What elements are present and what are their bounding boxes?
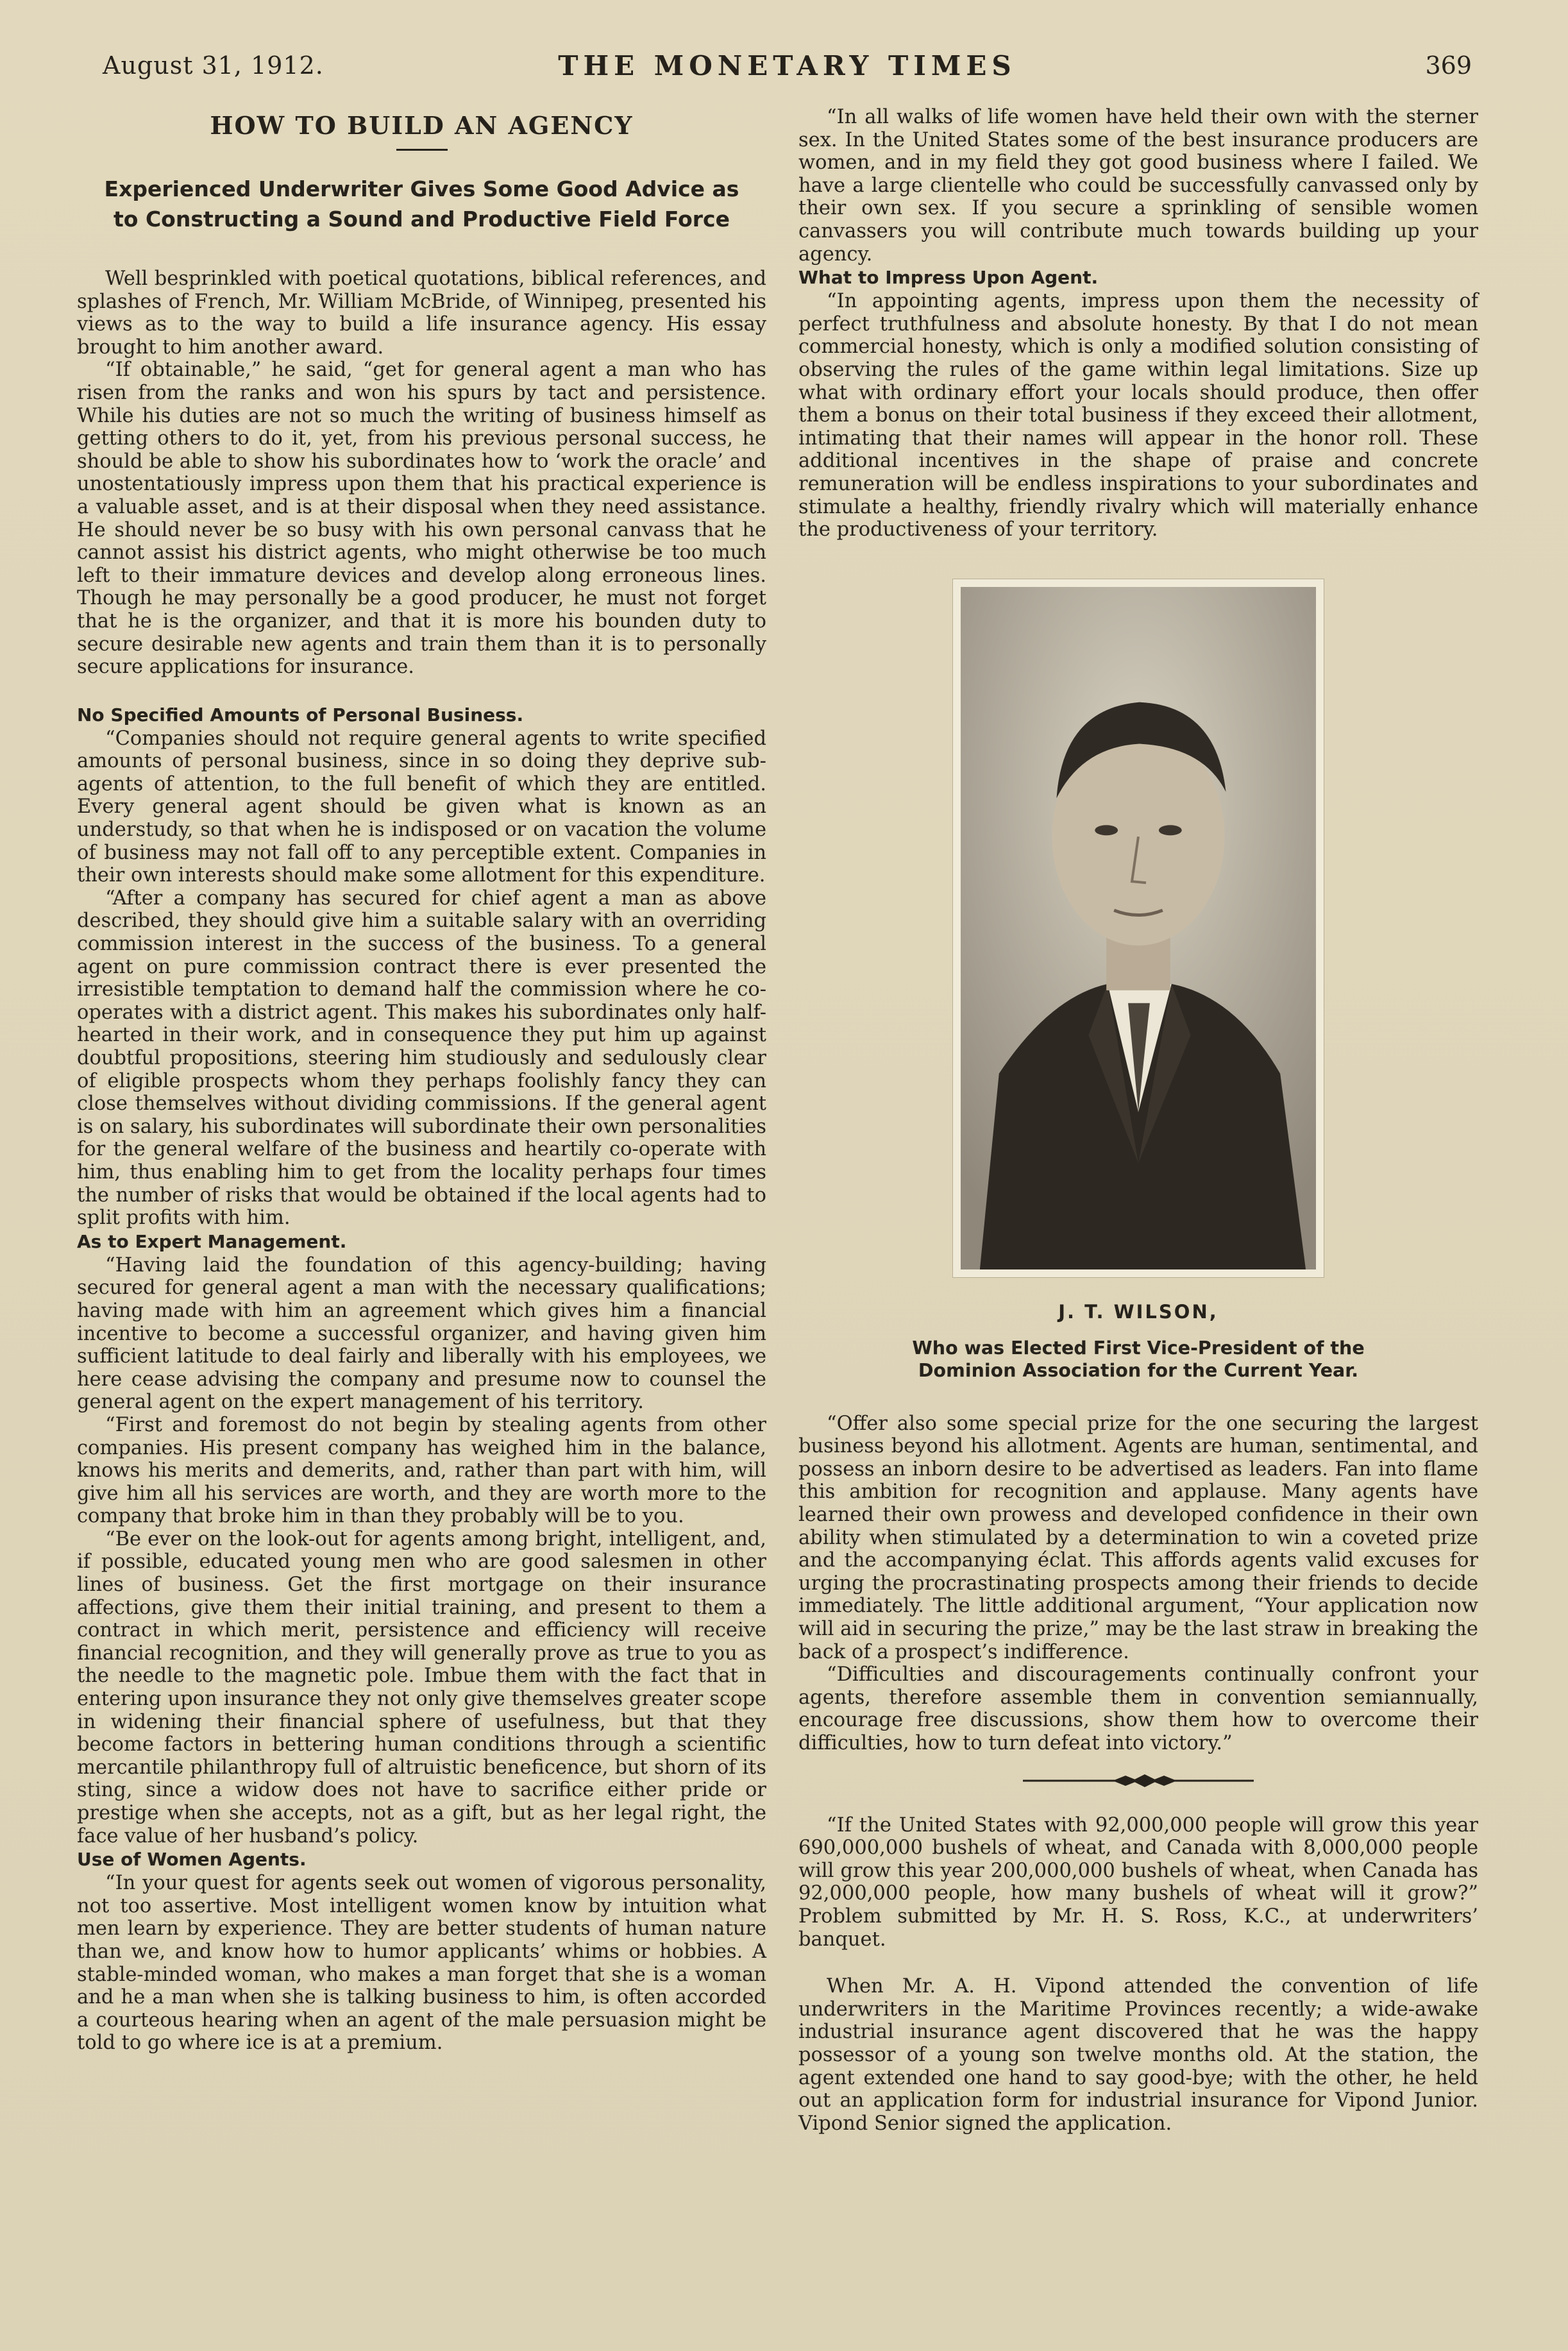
right-column xyxy=(798,106,1478,2135)
intro-paragraph: “If obtainable,” he said, “get for general agent a man who has risen from the ranks and won his spurs by tact and persistence. While his duties are not so much the writing of business himself as getting others to do it, yet, from his previous personal success, he should be able to show his subordinates how to ‘work the oracle’ and unostentatiously impress upon them that his practical experience is a valuable asset, and is at their disposal when they need assistance. He should never be so busy with his own personal canvass that he cannot assist his district agents, who might otherwise be too much left to their immature devices and develop along erroneous lines. Though he may personally be a good producer, he must not forget that he is the organizer, and that it is more his bounden duty to secure desirable new agents and train them than it is to personally secure applications for insurance. xyxy=(77,359,766,679)
body-paragraph: “In your quest for agents seek out women of vigorous personality, not too assertive. Most intelligent women know by intuition what men learn by experience. They are better students of human nature than we, and know how to humor applicants’ whims or hobbies. A stable-minded woman, who makes a man forget that she is a woman and he a man when she is talking business to him, is often accorded a courteous hearing when an agent of the male persuasion might be told to go where ice is at a premium. xyxy=(77,1872,766,2055)
section-heading: No Specified Amounts of Personal Business. xyxy=(77,704,524,726)
portrait-caption: Who was Elected First Vice-President of the Dominion Association for the Current Year. xyxy=(912,1337,1365,1381)
portrait-block xyxy=(895,579,1382,1382)
page-number: 369 xyxy=(1425,51,1472,80)
article-title: HOW TO BUILD AN AGENCY xyxy=(210,111,634,140)
masthead: THE MONETARY TIMES xyxy=(558,50,1016,81)
section-heading: As to Expert Management. xyxy=(77,1230,347,1252)
portrait-image xyxy=(961,587,1316,1269)
section-heading: Use of Women Agents. xyxy=(77,1849,307,1871)
article-deck: Experienced Underwriter Gives Some Good Advice as to Constructing a Sound and Productive Field Force xyxy=(104,176,739,232)
spacer xyxy=(798,1951,1478,1975)
news-item: When Mr. A. H. Vipond attended the convention of life underwriters in the Maritime Provinces recently; a wide-awake industrial insurance agent discovered that he was the happy possessor of a young son twelve months old. At the station, the agent extended one hand to say good-bye; with the other, he held out an application form for industrial insurance for Vipond Junior. Vipond Senior signed the application. xyxy=(798,1975,1478,2135)
body-paragraph: “Having laid the foundation of this agency-building; having secured for general agent a man with the necessary qualifications; having made with him an agreement which gives him a financial incentive to become a successful organizer, and having given him sufficient latitude to deal fairly and liberally with his employees, we here cease advising the company and presume now to counsel the general agent on the expert management of his territory. xyxy=(77,1253,766,1414)
ornament-rule xyxy=(1023,1773,1254,1788)
body-paragraph: “First and foremost do not begin by stealing agents from other companies. His present company has weighed him in the balance, knows his merits and demerits, and, rather than part with him, will give him all his services are worth, and they are worth more to the company that broke him in than they probably will be to you. xyxy=(77,1413,766,1528)
title-rule xyxy=(396,149,448,151)
body-paragraph: “Offer also some special prize for the one securing the largest business beyond his allotment. Agents are human, sentimental, and possess an inborn desire to be advertised as leaders. Fan into flame this ambition for recognition and applause. Many agents have learned their own prowess and developed confidence in their own ability when stimulated by a determination to win a coveted prize and the accompanying éclat. This affords agents valid excuses for urging the procrastinating prospects among their friends to decide immediately. The little additional argument, “Your application now will aid in securing the prize,” may be the last straw in breaking the back of a prospect’s indifference. xyxy=(798,1412,1478,1663)
intro-paragraph: Well besprinkled with poetical quotations, biblical references, and splashes of French, Mr. William McBride, of Winnipeg, presented his views as to the way to build a life insurance agency. His essay brought to him another award. xyxy=(77,267,766,359)
left-column xyxy=(77,106,766,2055)
running-header xyxy=(103,51,1472,90)
news-item: “If the United States with 92,000,000 people will grow this year 690,000,000 bushels of wheat, and Canada with 8,000,000 people will grow this year 200,000,000 bushels of wheat, when Canada has 92,000,000 people, how many bushels of wheat will it grow?” Problem submitted by Mr. H. S. Ross, K.C., at underwriters’ banquet. xyxy=(798,1813,1478,1951)
body-paragraph: “Companies should not require general agents to write specified amounts of personal business, since in so doing they deprive sub-agents of attention, to the full benefit of which they are entitled. Every general agent should be given what is known as an understudy, so that when he is indisposed or on vacation the volume of business may not fall off to any perceptible extent. Companies in their own interests should make some allotment for this expenditure. xyxy=(77,727,766,887)
issue-date: August 31, 1912. xyxy=(103,51,324,80)
section-divider-ornament xyxy=(1023,1773,1254,1788)
body-paragraph: “Difficulties and discouragements continually confront your agents, therefore assemble them in convention semiannually, encourage free discussions, show them how to overcome their difficulties, how to turn defeat into victory.” xyxy=(798,1663,1478,1754)
body-paragraph: “In appointing agents, impress upon them the necessity of perfect truthfulness and absolute honesty. By that I do not mean commercial honesty, which is only a modified solution consisting of observing the rules of the game within legal limitations. Size up what with ordinary effort your locals should produce, then offer them a bonus on their total business if they exceed their allotment, intimating that their names will appear in the honor roll. These additional incentives in the shape of praise and concrete remuneration will be endless inspirations to your subordinates and stimulate a healthy, friendly rivalry which will materially enhance the productiveness of your territory. xyxy=(798,290,1478,541)
body-paragraph: “In all walks of life women have held their own with the sterner sex. In the United States some of the best insurance producers are women, and in my field they got good business where I failed. We have a large clientelle who could be successfully canvassed only by their own sex. If you secure a sprinkling of sensible women canvassers you will contribute much towards building up your agency. xyxy=(798,106,1478,266)
spacer xyxy=(77,679,766,703)
body-paragraph: “Be ever on the look-out for agents among bright, intelligent, and, if possible, educated young men who are good salesmen in other lines of business. Get the first mortgage on their insurance affections, give them their initial training, and present to them a contract in which merit, persistence and efficiency will receive financial recognition, and they will generally prove as true to you as the needle to the magnetic pole. Imbue them with the fact that in entering upon insurance they not only give themselves greater scope in widening their financial sphere of usefulness, but that they become factors in bettering human conditions through a scientific mercantile philanthropy full of altruistic beneficence, but shorn of its sting, since a widow does not have to sacrifice either pride or prestige when she accepts, not as a gift, but as her legal right, the face value of her husband’s policy. xyxy=(77,1527,766,1847)
portrait-caption-name: J. T. WILSON, xyxy=(1058,1300,1218,1323)
section-heading: What to Impress Upon Agent. xyxy=(798,267,1099,289)
portrait-photo xyxy=(952,579,1324,1278)
body-paragraph: “After a company has secured for chief agent a man as above described, they should give him a suitable salary with an overriding commission interest in the success of the business. To a general agent on pure commission contract there is ever presented the irresistible temptation to demand half the commission where he co-operates with a district agent. This makes his subordinates only half-hearted in their work, and in consequence they put him up against doubtful propositions, steering him studiously and sedulously clear of eligible prospects whom they perhaps foolishly fancy they can close themselves without dividing commissions. If the general agent is on salary, his subordinates will subordinate their own personalities for the general welfare of the business and heartily co-operate with him, thus enabling him to get from the locality perhaps four times the number of risks that would be obtained if the local agents had to split profits with him. xyxy=(77,887,766,1230)
